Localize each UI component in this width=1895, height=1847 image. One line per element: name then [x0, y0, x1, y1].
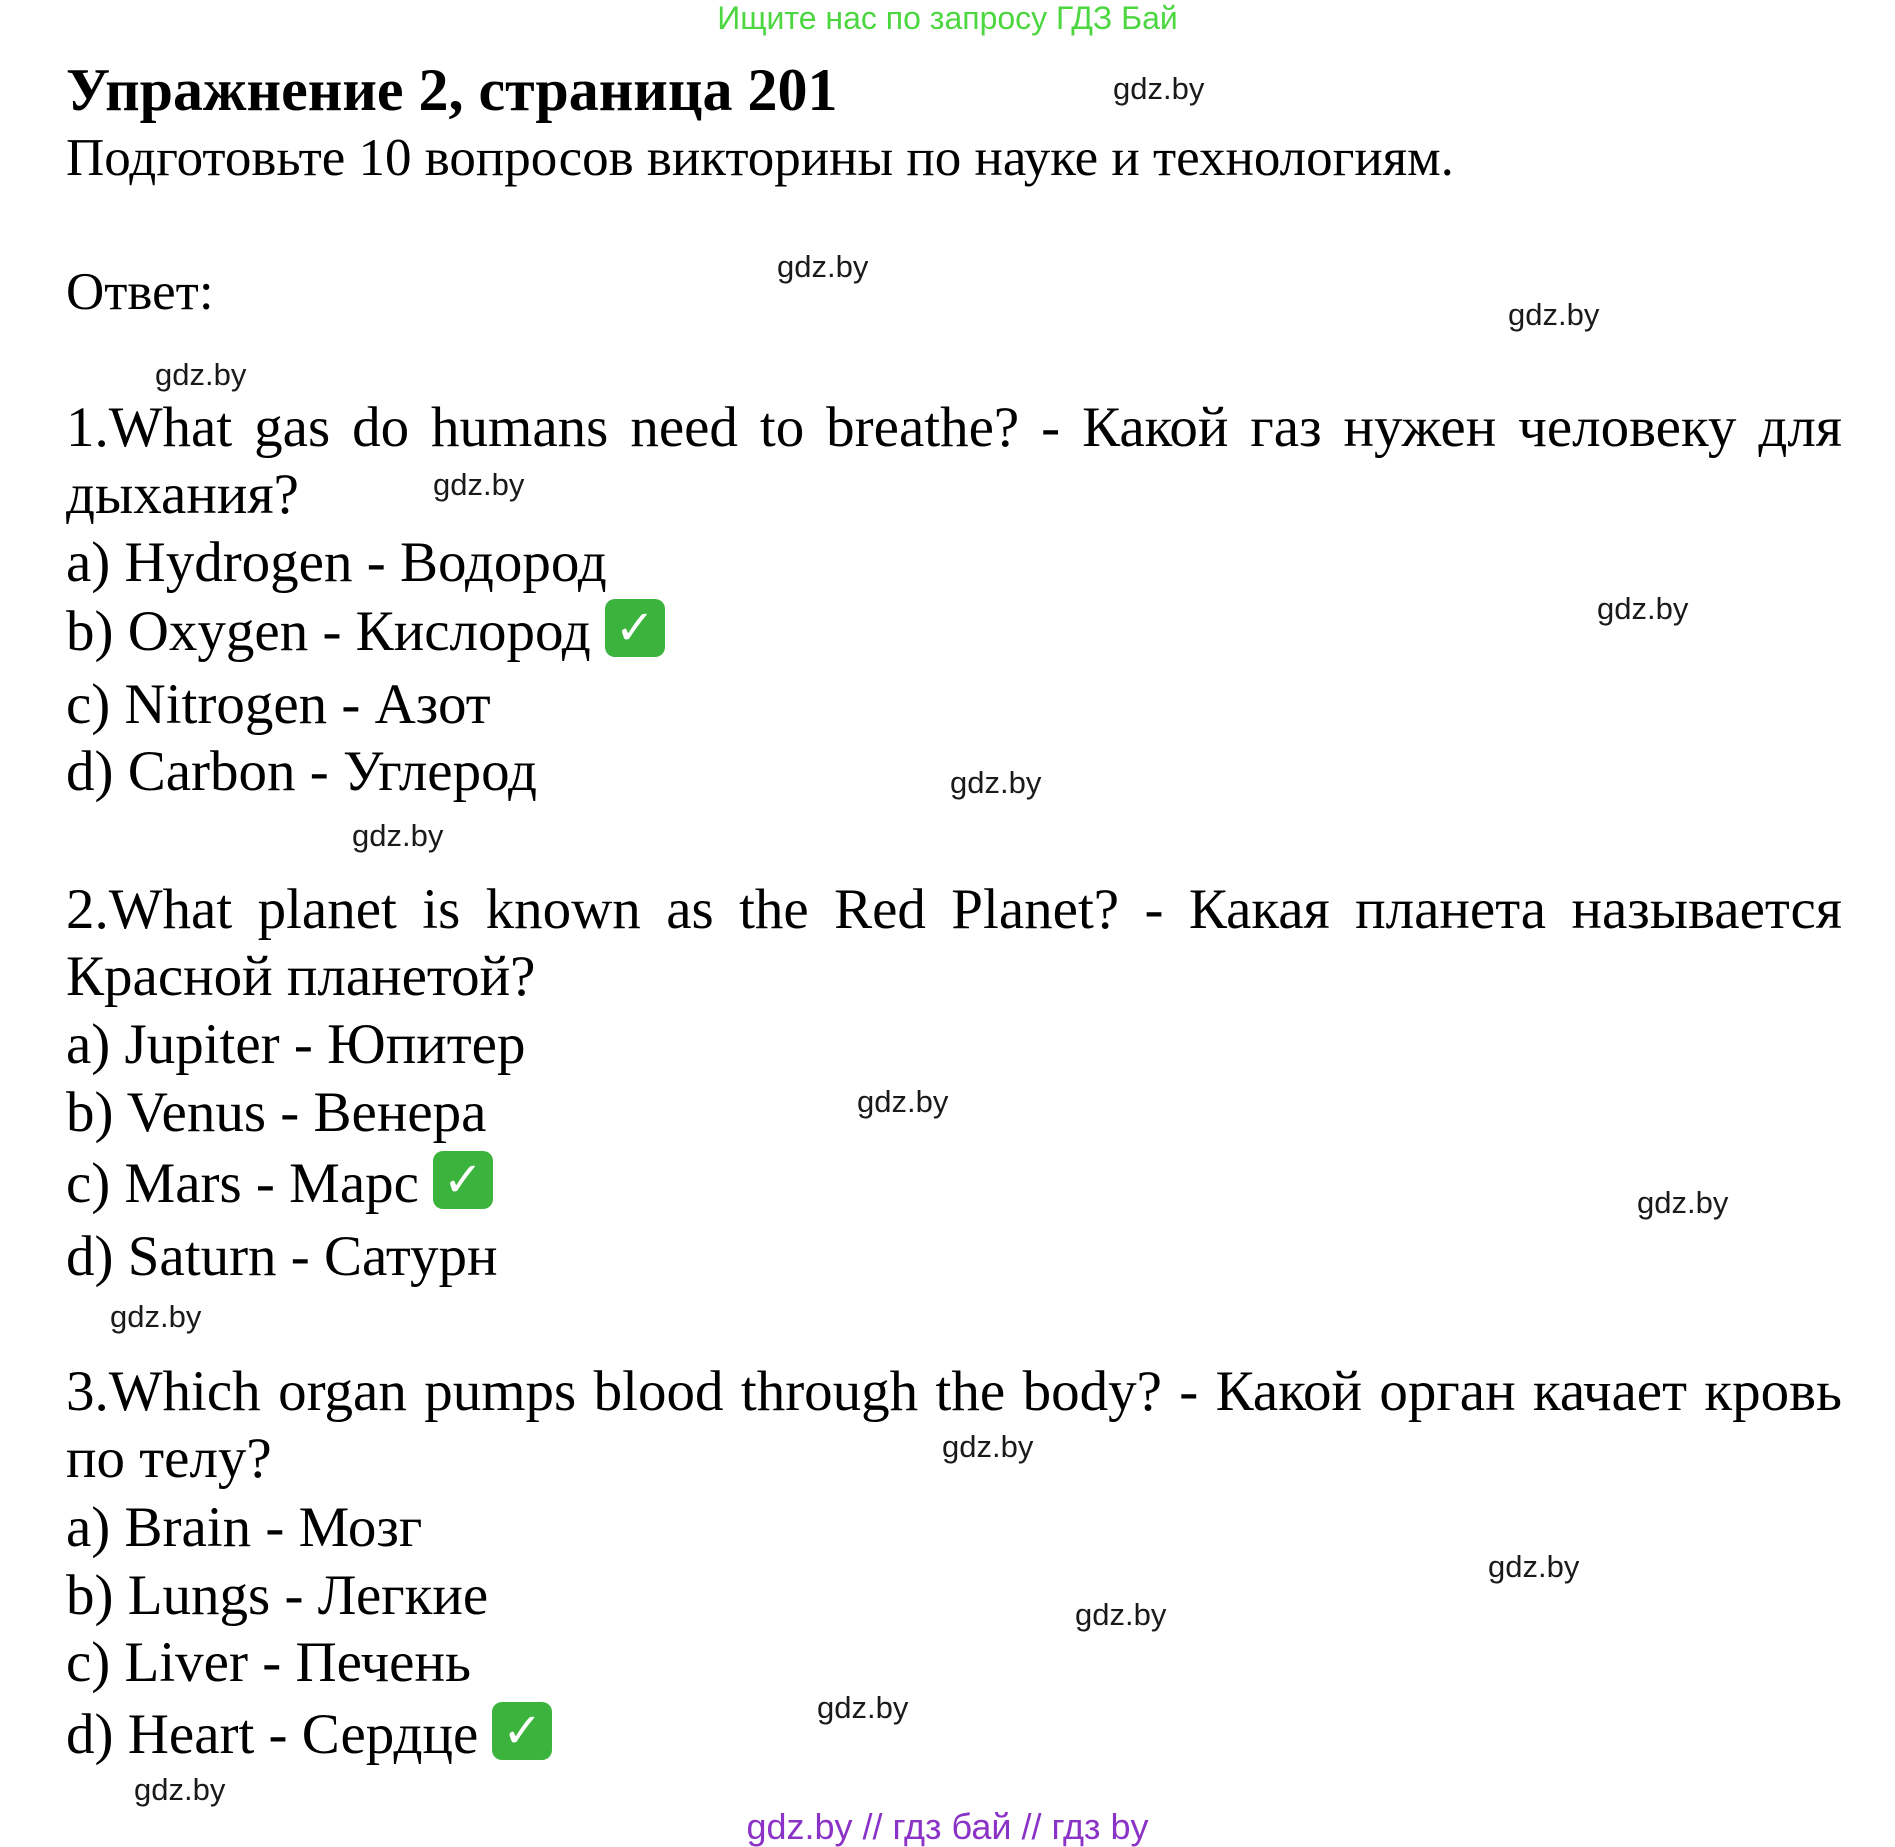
watermark: gdz.by: [1508, 297, 1600, 332]
question-2-option-d: d) Saturn - Сатурн: [66, 1225, 498, 1288]
answer-label: Ответ:: [66, 263, 214, 321]
check-icon: ✓: [492, 1702, 552, 1760]
question-1-option-a: a) Hydrogen - Водород: [66, 531, 607, 594]
question-2-option-c: c) Mars - Марс ✓: [66, 1151, 493, 1217]
watermark: gdz.by: [777, 249, 869, 284]
question-3-option-a: a) Brain - Мозг: [66, 1496, 423, 1559]
watermark: gdz.by: [433, 467, 525, 502]
question-1: 1.What gas do humans need to breathe? - Какой газ нужен человеку для дыхания?: [66, 396, 1842, 526]
watermark: gdz.by: [1113, 71, 1205, 106]
watermark: gdz.by: [352, 818, 444, 853]
question-2-option-a: a) Jupiter - Юпитер: [66, 1013, 526, 1076]
watermark: gdz.by: [1488, 1549, 1580, 1584]
question-3-option-c: c) Liver - Печень: [66, 1631, 471, 1694]
watermark: gdz.by: [110, 1299, 202, 1334]
question-3-option-b: b) Lungs - Легкие: [66, 1564, 489, 1627]
watermark: gdz.by: [134, 1772, 226, 1807]
check-icon: ✓: [605, 599, 665, 657]
watermark: gdz.by: [155, 357, 247, 392]
question-2: 2.What planet is known as the Red Planet? - Какая планета называется Красной планетой?: [66, 878, 1842, 1008]
watermark: gdz.by: [1637, 1185, 1729, 1220]
watermark: gdz.by: [1075, 1597, 1167, 1632]
check-icon: ✓: [433, 1151, 493, 1209]
watermark: gdz.by: [857, 1084, 949, 1119]
question-2-option-b: b) Venus - Венера: [66, 1081, 487, 1144]
watermark: gdz.by: [950, 765, 1042, 800]
watermark: gdz.by: [1597, 591, 1689, 626]
watermark: gdz.by: [817, 1690, 909, 1725]
question-1-option-b: b) Oxygen - Кислород ✓: [66, 599, 665, 665]
question-3-option-d: d) Heart - Сердце ✓: [66, 1702, 552, 1768]
question-3: 3.Which organ pumps blood through the body? - Какой орган качает кровь по телу?: [66, 1360, 1842, 1490]
question-1-option-c: c) Nitrogen - Азот: [66, 673, 491, 736]
question-1-option-d: d) Carbon - Углерод: [66, 740, 537, 803]
task-text: Подготовьте 10 вопросов викторины по науке и технологиям.: [66, 129, 1454, 187]
watermark: gdz.by: [942, 1429, 1034, 1464]
exercise-title: Упражнение 2, страница 201: [66, 57, 838, 123]
footer-links: gdz.by // гдз бай // гдз by: [746, 1806, 1149, 1847]
top-banner: Ищите нас по запросу ГДЗ Бай: [717, 0, 1178, 36]
